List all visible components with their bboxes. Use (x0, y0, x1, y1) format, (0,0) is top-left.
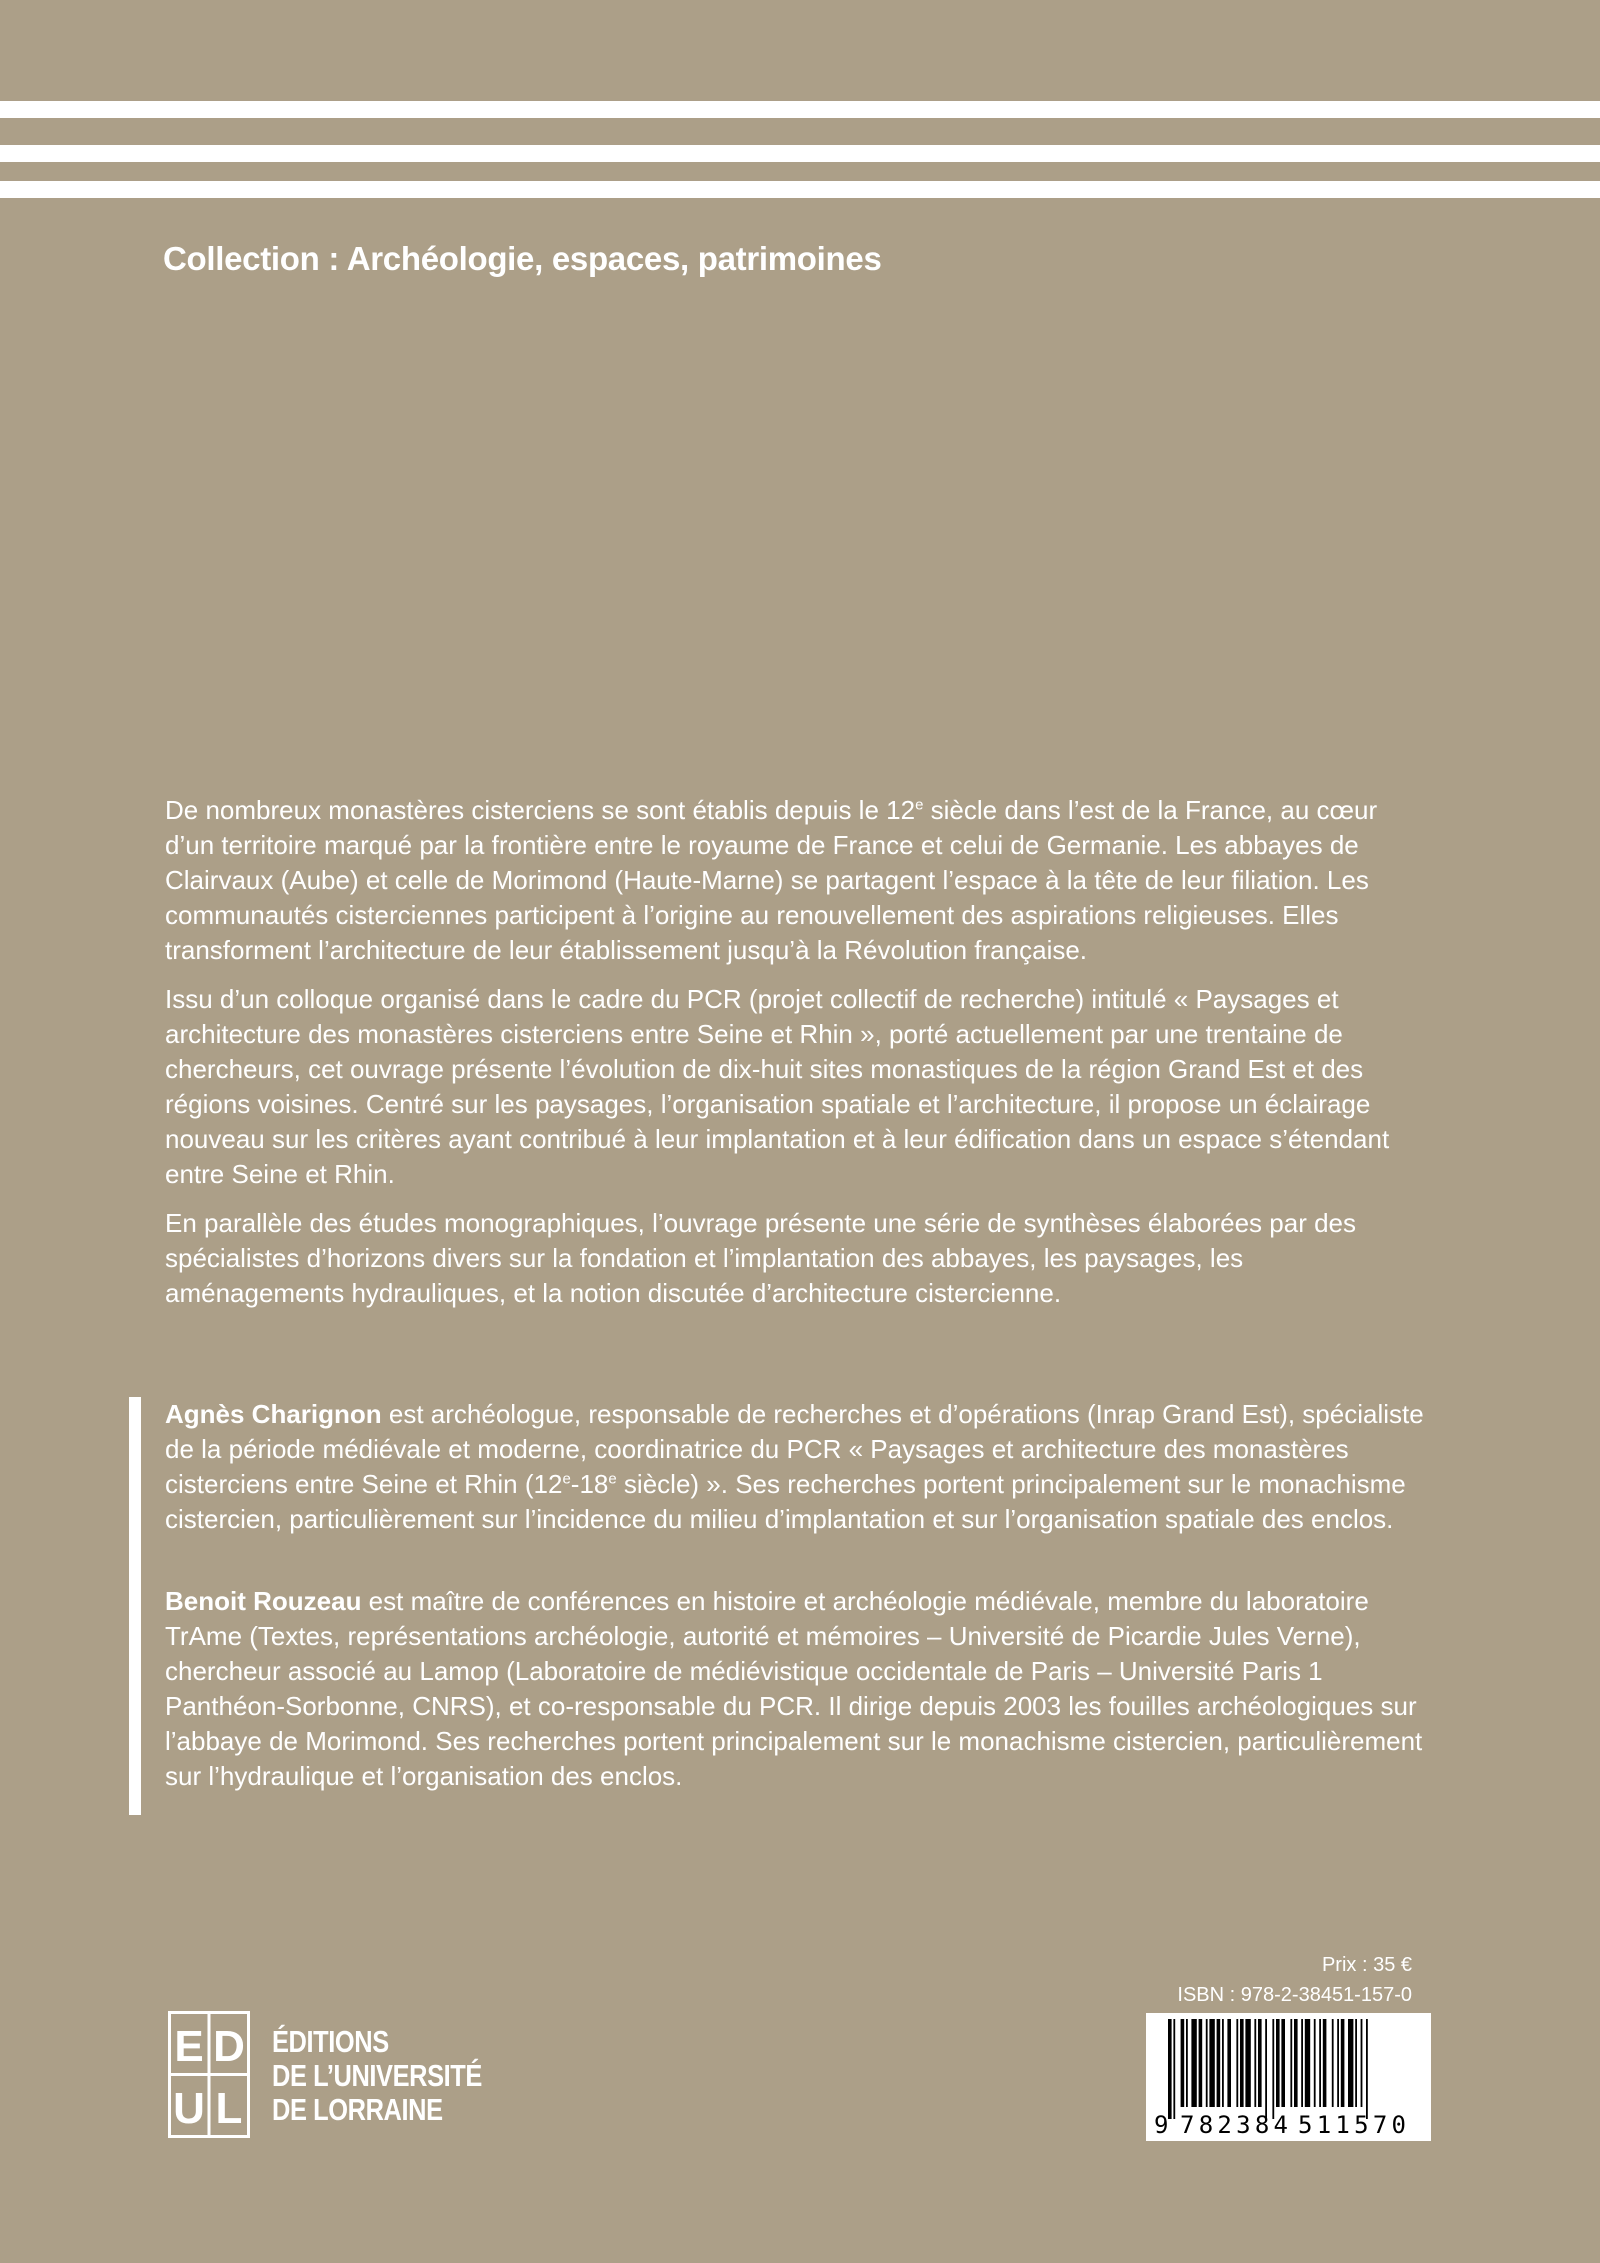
barcode-bar (1168, 2019, 1172, 2119)
barcode-bar (1361, 2019, 1363, 2107)
barcode-bar (1301, 2019, 1303, 2107)
barcode-bar (1254, 2019, 1256, 2107)
author-bios (165, 1397, 1427, 1794)
barcode-bar (1173, 2019, 1175, 2119)
barcode-bar (1348, 2019, 1353, 2107)
author-name: Agnès Charignon (165, 1399, 382, 1429)
barcode (1146, 2013, 1431, 2141)
publisher-name: ÉDITIONS DE L’UNIVERSITÉ DE LORRAINE (272, 2024, 482, 2127)
barcode-bar (1227, 2019, 1231, 2107)
logo-letter-d: D (213, 2022, 245, 2071)
barcode-bar (1319, 2019, 1321, 2107)
barcode-bar (1290, 2019, 1292, 2107)
author-name: Benoit Rouzeau (165, 1586, 362, 1616)
barcode-bar (1245, 2019, 1250, 2107)
summary-paragraph-1: De nombreux monastères cisterciens se sont établis depuis le 12e siècle dans l’est de la France, au cœur d’un territoire marqué par la frontière entre le royaume de France et celui de Germanie. Les abbayes de Clairvaux (Aube) et celle de Morimond (Haute-Marne) se partagent l’espace à la tête de leur filiation. Les communautés cisterciennes participent à l’origine au renouvellement des aspirations religieuses. Elles transforment l’architecture de leur établissement jusqu’à la Révolution française. (165, 795, 1378, 965)
barcode-bar (1341, 2019, 1345, 2107)
barcode-group-1: 782384 (1180, 2111, 1288, 2139)
summary-paragraph-3: En parallèle des études monographiques, l’ouvrage présente une série de synthèses élaborées par des spécialistes d’horizons divers sur la fondation et l’implantation des abbayes, les paysages, les aménagements hydrauliques, et la notion discutée d’architecture cistercienne. (165, 1208, 1356, 1308)
barcode-bar (1314, 2019, 1316, 2107)
summary-paragraph-2: Issu d’un colloque organisé dans le cadre du PCR (projet collectif de recherche) intitulé « Paysages et architecture des monastères cisterciens entre Seine et Rhin », porté actuellement par une trentaine de chercheurs, cet ouvrage présente l’évolution de dix-huit sites monastiques de la région Grand Est et des régions voisines. Centré sur les paysages, l’organisation spatiale et l’architecture, il propose un éclairage nouveau sur les critères ayant contribué à leur implantation et à leur édification dans un espace s’étendant entre Seine et Rhin. (165, 984, 1390, 1189)
barcode-bar (1206, 2019, 1208, 2107)
publisher-logo (168, 2011, 480, 2138)
top-stripe-1 (0, 101, 1600, 118)
barcode-bar (1276, 2019, 1280, 2107)
barcode-bar (1236, 2019, 1238, 2107)
barcode-bar (1281, 2019, 1285, 2107)
top-stripe-3 (0, 181, 1600, 198)
logo-letter-l: L (215, 2084, 243, 2133)
barcode-bar (1186, 2019, 1188, 2107)
bio-accent-bar (129, 1397, 141, 1815)
barcode-bar (1332, 2019, 1334, 2107)
collection-title: Collection : Archéologie, espaces, patrimoines (163, 240, 882, 277)
barcode-bar (1258, 2019, 1262, 2107)
barcode-bar (1240, 2019, 1244, 2107)
barcode-bar (1366, 2019, 1368, 2119)
author-bio-1: Agnès Charignon est archéologue, responsable de recherches et d’opérations (Inrap Grand Est), spécialiste de la période médiévale et moderne, coordinatrice du PCR « Paysages et architecture des monastères cisterciens entre Seine et Rhin (12e-18e siècle) ». Ses recherches portent principalement sur le monachisme cistercien, particulièrement sur l’incidence du milieu d’implantation et sur l’organisation spatiale des enclos. (165, 1399, 1424, 1534)
barcode-bar (1294, 2019, 1298, 2107)
isbn: ISBN : 978-2-38451-157-0 (1177, 1984, 1412, 2006)
logo-letter-e: E (174, 2022, 204, 2071)
barcode-bar (1265, 2019, 1267, 2119)
barcode-bar (1222, 2019, 1224, 2107)
top-stripe-2 (0, 145, 1600, 162)
barcode-bar (1209, 2019, 1214, 2107)
barcode-group-2: 511570 (1298, 2111, 1406, 2139)
edul-logo-mark (168, 2011, 250, 2138)
barcode-bar (1181, 2019, 1185, 2107)
barcode-bar (1217, 2019, 1221, 2107)
barcode-bar (1272, 2019, 1274, 2119)
barcode-graphic (1146, 2013, 1431, 2141)
barcode-bar (1305, 2019, 1310, 2107)
barcode-bar (1191, 2019, 1196, 2107)
barcode-bar (1355, 2019, 1357, 2107)
summary-text (165, 793, 1427, 1325)
barcode-bar (1199, 2019, 1203, 2107)
barcode-digit-first: 9 (1154, 2111, 1169, 2139)
barcode-bar (1337, 2019, 1339, 2107)
price-isbn-block (1177, 1950, 1412, 2010)
price: Prix : 35 € (1321, 1954, 1412, 1976)
barcode-bar (1323, 2019, 1327, 2107)
logo-letter-u: U (173, 2084, 205, 2133)
author-bio-2: Benoit Rouzeau est maître de conférences en histoire et archéologie médiévale, membre du laboratoire TrAme (Textes, représentations archéologie, autorité et mémoires – Université de Picardie Jules Verne), chercheur associé au Lamop (Laboratoire de médiévistique occidentale de Paris – Université Paris 1 Panthéon-Sorbonne, CNRS), et co-responsable du PCR. Il dirige depuis 2003 les fouilles archéologiques sur l’abbaye de Morimond. Ses recherches portent principalement sur le monachisme cistercien, particulièrement sur l’hydraulique et l’organisation des enclos. (165, 1586, 1423, 1791)
